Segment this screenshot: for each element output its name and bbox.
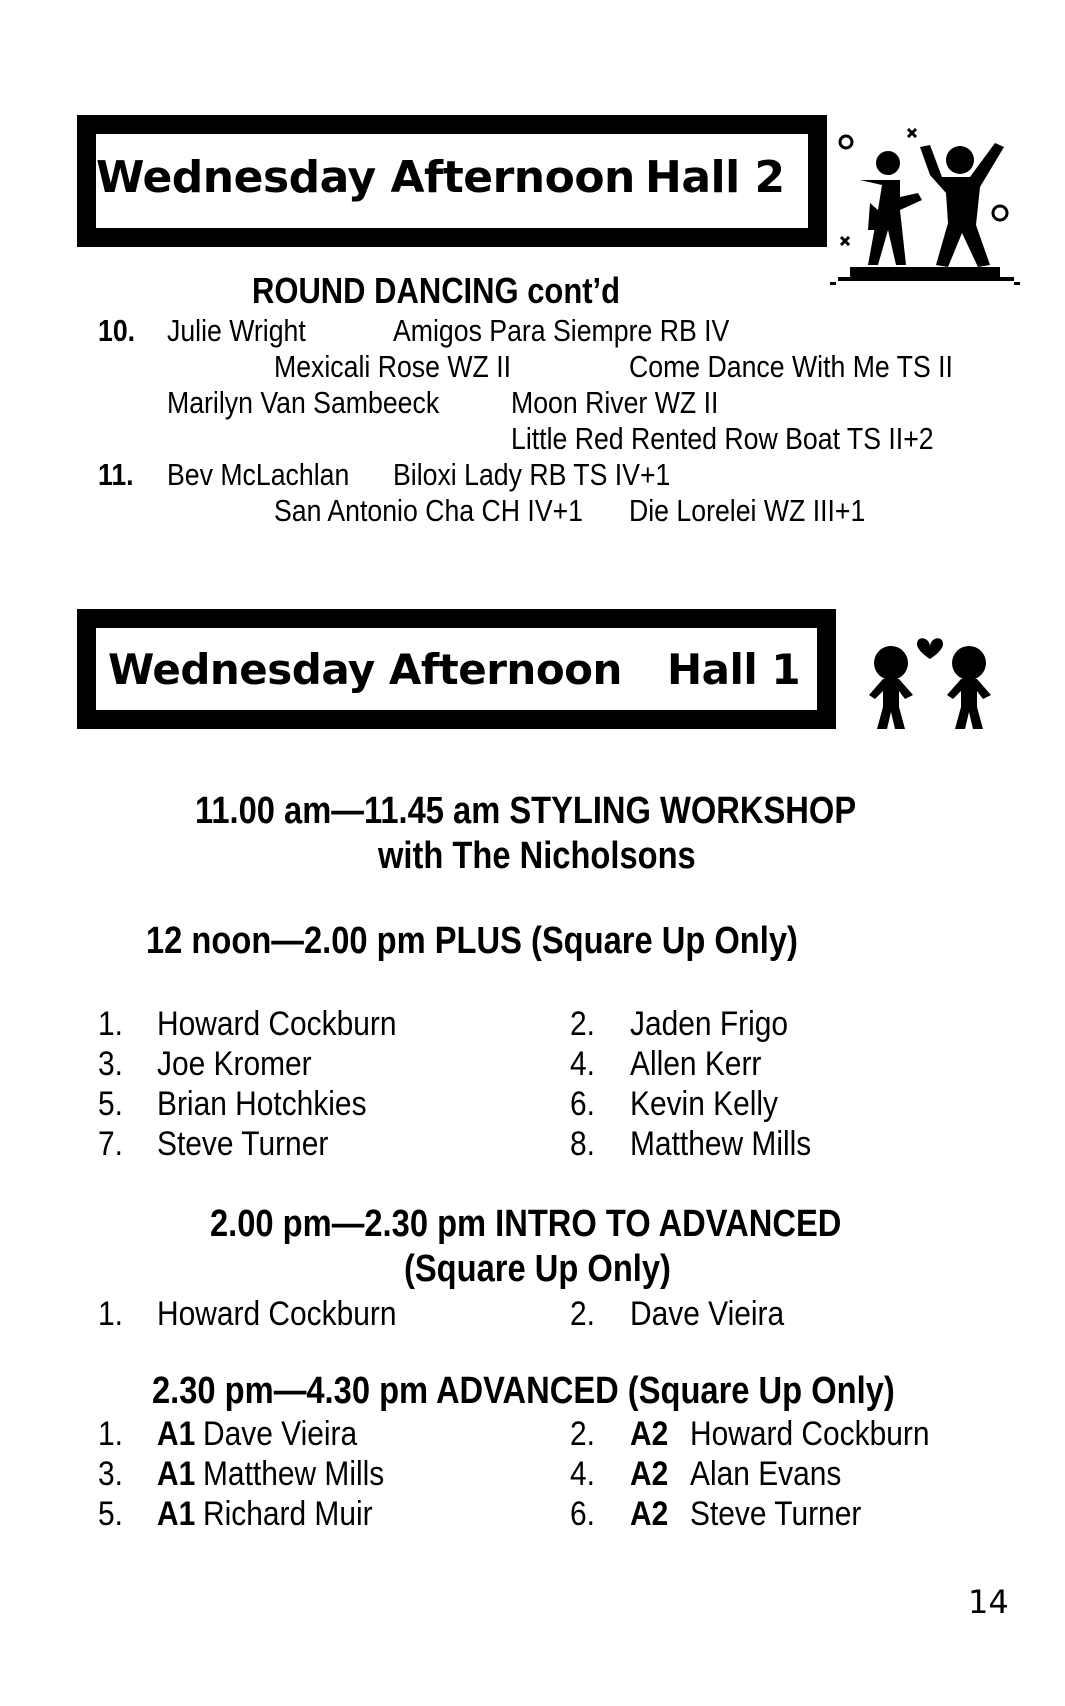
couple-with-heart-icon (855, 627, 1005, 732)
rd-number-10: 10. (98, 313, 136, 348)
list-item-num: 3. (98, 1045, 123, 1083)
list-item-num: 2. (570, 1295, 595, 1333)
list-item-name: Alan Evans (690, 1455, 842, 1493)
list-item-name: Matthew Mills (203, 1455, 385, 1493)
plus-heading: 12 noon—2.00 pm PLUS (Square Up Only) (146, 920, 798, 962)
styling-workshop-line1: 11.00 am—11.45 am STYLING WORKSHOP (195, 790, 857, 832)
list-item-name: Dave Vieira (203, 1415, 358, 1453)
list-item-num: 1. (98, 1415, 123, 1453)
list-item-num: 2. (570, 1415, 595, 1453)
list-item-name: Joe Kromer (157, 1045, 312, 1083)
list-item-num: 6. (570, 1085, 595, 1123)
rd-dance: Moon River WZ II (511, 385, 719, 420)
hall1-title-left: Wednesday Afternoon (108, 645, 622, 694)
rd-dance: Come Dance With Me TS II (629, 349, 953, 384)
list-item-num: 6. (570, 1495, 595, 1533)
list-item-num: 4. (570, 1455, 595, 1493)
list-item-level: A2 (630, 1415, 669, 1453)
list-item-name: Allen Kerr (630, 1045, 762, 1083)
list-item-name: Jaden Frigo (630, 1005, 789, 1043)
list-item-num: 7. (98, 1125, 123, 1163)
styling-workshop-line2: with The Nicholsons (378, 835, 696, 877)
list-item-level: A1 (157, 1495, 196, 1533)
hall2-title-left: Wednesday Afternoon (96, 152, 635, 203)
rd-dance: Die Lorelei WZ III+1 (629, 493, 866, 528)
rd-dance: Biloxi Lady RB TS IV+1 (393, 457, 671, 492)
list-item-num: 3. (98, 1455, 123, 1493)
list-item-num: 5. (98, 1495, 123, 1533)
intro-heading-line2: (Square Up Only) (404, 1248, 671, 1290)
list-item-name: Steve Turner (690, 1495, 862, 1533)
list-item-name: Steve Turner (157, 1125, 329, 1163)
round-dancing-heading: ROUND DANCING cont’d (252, 270, 621, 311)
dancing-couple-icon (830, 125, 1020, 300)
intro-heading-line1: 2.00 pm—2.30 pm INTRO TO ADVANCED (210, 1203, 842, 1245)
list-item-name: Brian Hotchkies (157, 1085, 367, 1123)
list-item-name: Kevin Kelly (630, 1085, 779, 1123)
page-number: 14 (968, 1583, 1009, 1621)
list-item-name: Howard Cockburn (690, 1415, 930, 1453)
list-item-name: Howard Cockburn (157, 1295, 397, 1333)
rd-dance: San Antonio Cha CH IV+1 (274, 493, 584, 528)
list-item-level: A2 (630, 1495, 669, 1533)
rd-leader: Julie Wright (167, 313, 306, 348)
hall2-title-right: Hall 2 (645, 152, 785, 203)
list-item-num: 2. (570, 1005, 595, 1043)
hall1-title-right: Hall 1 (667, 645, 801, 694)
rd-dance: Little Red Rented Row Boat TS II+2 (511, 421, 934, 456)
list-item-name: Howard Cockburn (157, 1005, 397, 1043)
rd-leader: Marilyn Van Sambeeck (167, 385, 440, 420)
list-item-num: 5. (98, 1085, 123, 1123)
list-item-name: Dave Vieira (630, 1295, 785, 1333)
rd-number-11: 11. (98, 457, 134, 492)
list-item-num: 8. (570, 1125, 595, 1163)
rd-dance: Mexicali Rose WZ II (274, 349, 512, 384)
advanced-heading: 2.30 pm—4.30 pm ADVANCED (Square Up Only) (152, 1370, 895, 1412)
rd-dance: Amigos Para Siempre RB IV (393, 313, 730, 348)
list-item-name: Matthew Mills (630, 1125, 812, 1163)
rd-leader: Bev McLachlan (167, 457, 350, 492)
list-item-num: 1. (98, 1295, 123, 1333)
list-item-num: 1. (98, 1005, 123, 1043)
list-item-level: A2 (630, 1455, 669, 1493)
list-item-name: Richard Muir (203, 1495, 373, 1533)
list-item-level: A1 (157, 1455, 196, 1493)
list-item-level: A1 (157, 1415, 196, 1453)
list-item-num: 4. (570, 1045, 595, 1083)
